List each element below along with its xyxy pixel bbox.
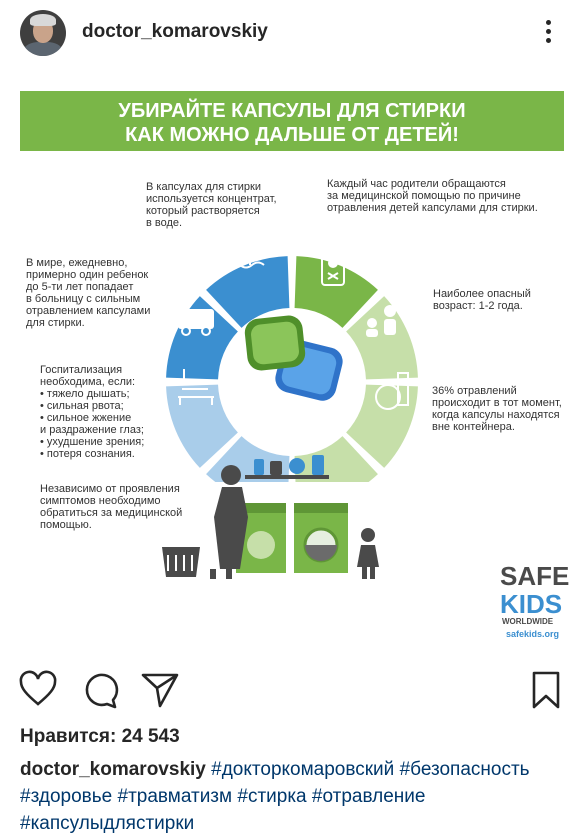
fact-concentrate [146, 181, 277, 229]
fact-line: Независимо от проявления [40, 483, 180, 495]
hashtag-link[interactable]: #отравление [311, 786, 426, 807]
fact-line: в больницу с сильным [26, 293, 141, 305]
fact-line: возраст: 1-2 года. [433, 300, 523, 312]
bookmark-icon[interactable] [526, 670, 566, 710]
fact-line: • сильное жжение [40, 412, 132, 424]
fact-line: до 5-ти лет попадает [26, 281, 134, 293]
fact-line: • тяжело дышать; [40, 388, 130, 400]
fact-line: вне контейнера. [432, 421, 515, 433]
washing-machines-icon [236, 503, 348, 573]
fact-line: Госпитализация [40, 364, 123, 376]
logo-worldwide: WORLDWIDE [502, 617, 554, 626]
fact-line: • ухудшение зрения; [40, 436, 145, 448]
infographic-title-line1: УБИРАЙТЕ КАПСУЛЫ ДЛЯ СТИРКИ [118, 100, 466, 122]
fact-line: Наиболее опасный [433, 288, 531, 300]
fact-line: в воде. [146, 217, 183, 229]
fact-daily-hospital [26, 257, 150, 329]
post-username[interactable]: doctor_komarovskiy [82, 21, 268, 42]
fact-line: Каждый час родители обращаются [327, 178, 506, 190]
fact-line: для стирки. [26, 317, 85, 329]
heart-icon[interactable] [18, 670, 58, 710]
fact-line: 36% отравлений [432, 385, 517, 397]
fact-line: и раздражение глаз; [40, 424, 144, 436]
post-image[interactable] [0, 67, 584, 652]
infographic-title-line2: КАК МОЖНО ДАЛЬШЕ ОТ ДЕТЕЙ! [125, 124, 459, 146]
hashtag-link[interactable]: #безопасность [399, 759, 530, 780]
capsules-icon [243, 314, 345, 404]
fact-line: отравления детей капсулами для стирки. [327, 202, 538, 214]
more-dots-icon[interactable] [540, 20, 556, 48]
fact-line: симптомов необходимо [40, 495, 161, 507]
fact-line: обратиться за медицинской [40, 507, 183, 519]
hashtag-link[interactable]: #здоровье [20, 786, 113, 807]
fact-hospitalization [40, 364, 144, 460]
likes-count[interactable]: Нравится: 24 543 [20, 726, 180, 747]
fact-dangerous-age [433, 288, 531, 312]
safe-kids-logo [500, 561, 569, 639]
child-figure-icon [357, 528, 379, 579]
fact-line: за медицинской помощью по причине [327, 190, 521, 202]
fact-line: • сильная рвота; [40, 400, 124, 412]
post-actions [0, 670, 584, 710]
hashtag-link[interactable]: #капсулыдлястирки [20, 813, 195, 833]
laundry-basket-icon [162, 547, 200, 577]
fact-line: который растворяется [146, 205, 260, 217]
post-header [0, 0, 584, 66]
logo-kids: KIDS [500, 589, 563, 619]
infographic [0, 67, 584, 652]
fact-line: необходима, если: [40, 376, 136, 388]
logo-safe: SAFE [500, 561, 570, 591]
fact-line: примерно один ребенок [26, 269, 149, 281]
avatar[interactable] [20, 10, 66, 56]
fact-line: В мире, ежедневно, [26, 257, 128, 269]
fact-36-percent [432, 385, 562, 433]
hashtag-link[interactable]: #стирка [237, 786, 307, 807]
fact-line: используется концентрат, [146, 193, 277, 205]
hashtag-link[interactable]: #докторкомаровский [211, 759, 395, 780]
post-caption [20, 756, 570, 833]
caption-username[interactable]: doctor_komarovskiy [20, 759, 206, 780]
fact-hourly-calls [327, 178, 538, 214]
fact-seek-help [40, 483, 182, 531]
hashtag-link[interactable]: #травматизм [117, 786, 233, 807]
fact-line: отравлением капсулами [26, 305, 151, 317]
logo-url: safekids.org [506, 629, 560, 639]
paper-plane-icon[interactable] [140, 670, 180, 710]
comment-icon[interactable] [80, 670, 120, 710]
fact-line: помощью. [40, 519, 92, 531]
fact-line: происходит в тот момент, [432, 397, 562, 409]
fact-line: В капсулах для стирки [146, 181, 261, 193]
fact-line: • потеря сознания. [40, 448, 135, 460]
fact-line: когда капсулы находятся [432, 409, 560, 421]
